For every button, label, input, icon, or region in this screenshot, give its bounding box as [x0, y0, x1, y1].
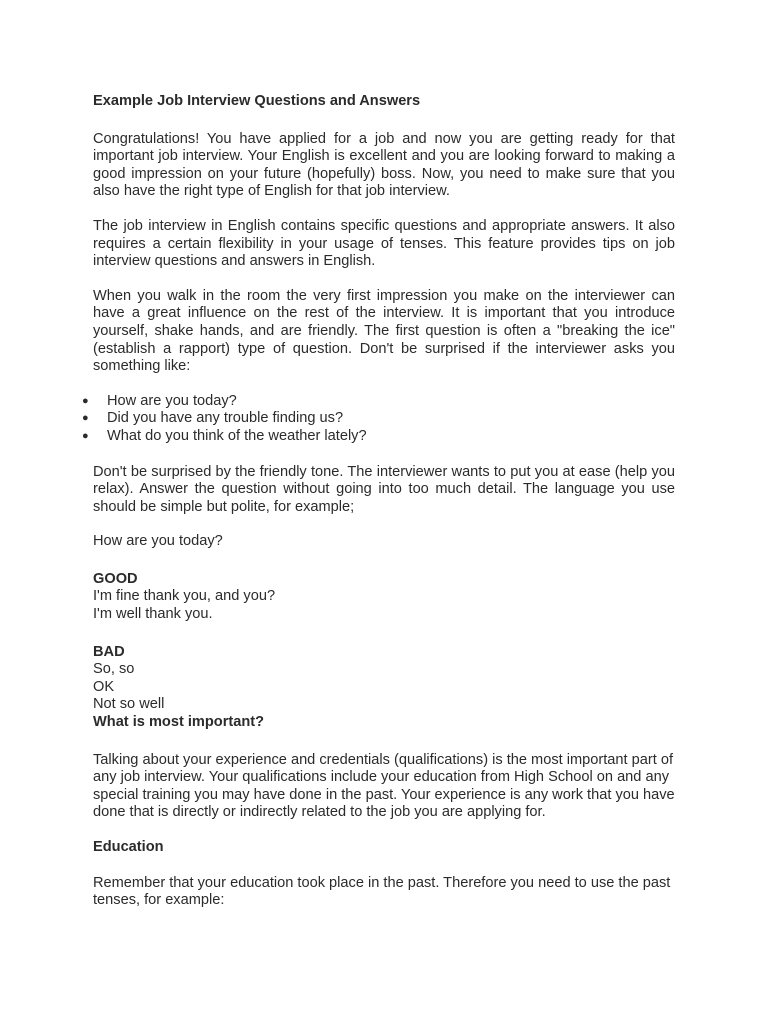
education-paragraph: Remember that your education took place in the past. Therefore you need to use the past tenses, for example:	[93, 874, 671, 909]
list-item: ● What do you think of the weather lately?	[82, 427, 367, 444]
friendly-tone-paragraph: Don't be surprised by the friendly tone. The interviewer wants to put you at ease (help you relax). Answer the question without going into too much detail. The language you use should be simple but polite, for example;	[93, 463, 675, 515]
bad-answer-line: OK	[93, 678, 115, 695]
bad-answers	[93, 644, 675, 714]
most-important-heading: What is most important?	[93, 714, 265, 731]
ice-breaker-list	[82, 392, 675, 446]
good-answers	[93, 571, 675, 624]
first-impression-paragraph: When you walk in the room the very first impression you make on the interviewer can have a great influence on the rest of the interview. It is important that you introduce yourself, shake hands, and are friendly. The first question is often a "breaking the ice" (establish a rapport) type of question. Don't be surprised if the interviewer asks you something like:	[93, 287, 675, 375]
bad-label: BAD	[93, 643, 125, 660]
document-page	[82, 93, 675, 927]
list-item: ● How are you today?	[82, 392, 237, 409]
good-answer-line: I'm fine thank you, and you?	[93, 588, 276, 605]
list-item: ● Did you have any trouble finding us?	[82, 410, 344, 427]
education-heading: Education	[93, 839, 164, 855]
bullet-icon: ●	[82, 394, 89, 407]
good-label: GOOD	[93, 570, 138, 587]
sample-question: How are you today?	[93, 533, 223, 550]
document-title: Example Job Interview Questions and Answers	[93, 93, 421, 109]
bad-answer-line: Not so well	[93, 696, 165, 713]
bullet-icon: ●	[82, 412, 89, 425]
experience-paragraph: Talking about your experience and credentials (qualifications) is the most important part of any job interview. Your qualifications include your education from High School on and any special training you may have done in the past. Your experience is any work that you have done that is directly or indirectly related to the job you are applying for.	[93, 751, 675, 821]
bad-answer-line: So, so	[93, 661, 135, 678]
intro-paragraph: Congratulations! You have applied for a job and now you are getting ready for that important job interview. Your English is excellent and you are looking forward to making a good impression on your future (hopefully) boss. Now, you need to make sure that you also have the right type of English for that job interview.	[93, 130, 675, 200]
flexibility-paragraph: The job interview in English contains specific questions and appropriate answers. It also requires a certain flexibility in your usage of tenses. This feature provides tips on job interview questions and answers in English.	[93, 217, 675, 270]
good-answer-line: I'm well thank you.	[93, 606, 213, 623]
bullet-icon: ●	[82, 429, 89, 442]
